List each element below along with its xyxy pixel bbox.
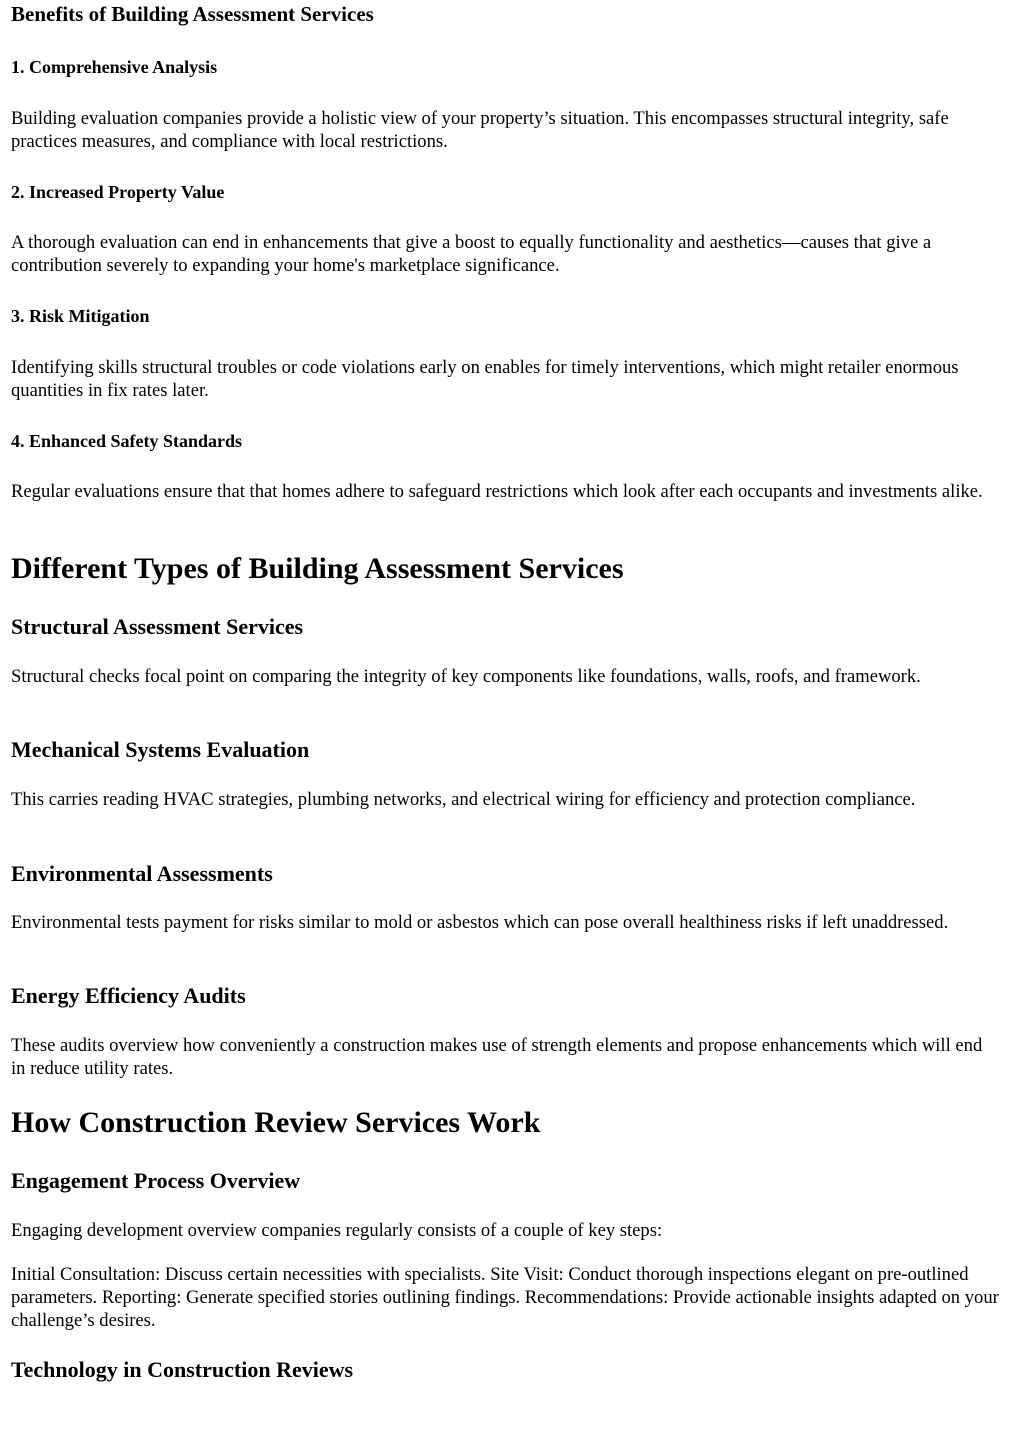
type-text: Environmental tests payment for risks similar to mold or asbestos which can pose overall healthiness risks if left unaddressed. [11, 912, 949, 933]
type-heading: Energy Efficiency Audits [11, 983, 246, 1008]
benefit-heading: 1. Comprehensive Analysis [11, 57, 218, 77]
benefit-text: Building evaluation companies provide a holistic view of your property’s situation. This encompasses structural integrity, safe practices measures, and compliance with local restrictions. [11, 108, 949, 152]
benefit-heading: 2. Increased Property Value [11, 182, 225, 202]
section-title-how-it-works: How Construction Review Services Work [11, 1106, 541, 1139]
benefit-text: Regular evaluations ensure that that homes adhere to safeguard restrictions which look after each occupants and investments alike. [11, 481, 983, 502]
engagement-steps: Initial Consultation: Discuss certain necessities with specialists. Site Visit: Conduct thorough inspections elegant on pre-outlined parameters. Reporting: Generate specified stories outlining findings. Recommendations: Provide actionable insights adapted on your challenge’s desires. [11, 1264, 999, 1331]
type-text: Structural checks focal point on comparing the integrity of key components like foundations, walls, roofs, and framework. [11, 666, 921, 687]
type-text: This carries reading HVAC strategies, plumbing networks, and electrical wiring for efficiency and protection compliance. [11, 789, 916, 810]
type-heading: Structural Assessment Services [11, 614, 304, 639]
engagement-intro: Engaging development overview companies regularly consists of a couple of key steps: [11, 1220, 663, 1241]
benefit-heading: 3. Risk Mitigation [11, 306, 150, 326]
technology-heading: Technology in Construction Reviews [11, 1357, 354, 1382]
section-title-types: Different Types of Building Assessment Services [11, 552, 624, 585]
benefit-heading: 4. Enhanced Safety Standards [11, 431, 243, 451]
type-heading: Environmental Assessments [11, 861, 273, 886]
engagement-heading: Engagement Process Overview [11, 1168, 301, 1193]
type-heading: Mechanical Systems Evaluation [11, 737, 310, 762]
benefit-text: A thorough evaluation can end in enhancements that give a boost to equally functionality and aesthetics—causes that give a contribution severely to expanding your home's marketplace significance. [11, 232, 932, 276]
benefit-text: Identifying skills structural troubles or code violations early on enables for timely interventions, which might retailer enormous quantities in fix rates later. [11, 357, 959, 401]
type-text: These audits overview how conveniently a construction makes use of strength elements and propose enhancements which will end in reduce utility rates. [11, 1035, 983, 1079]
section-title-benefits: Benefits of Building Assessment Services [11, 2, 374, 26]
